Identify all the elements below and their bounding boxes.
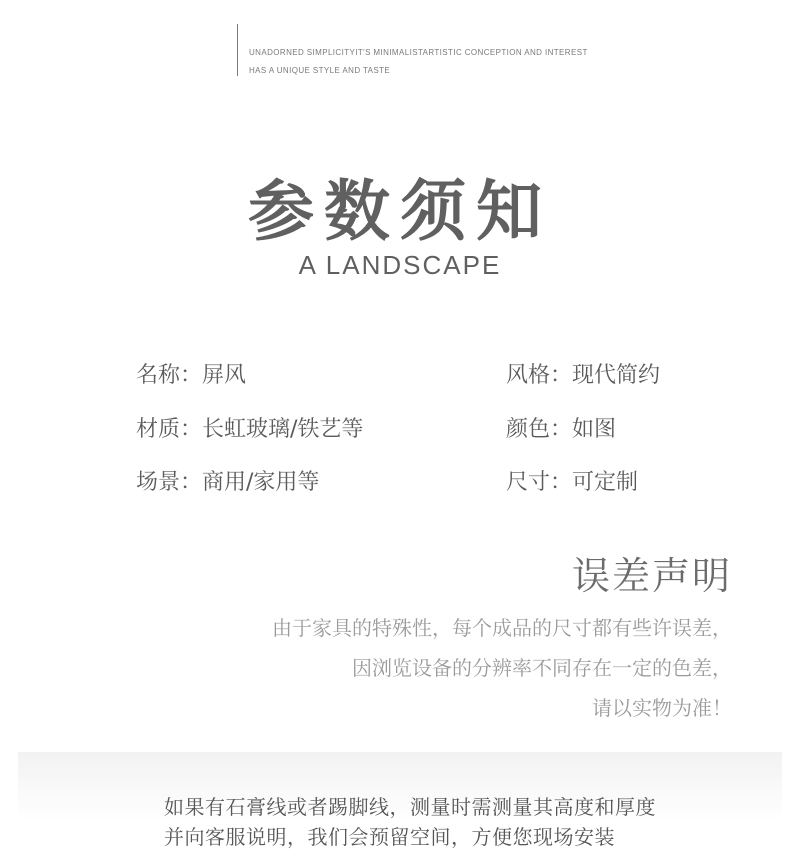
spec-color: 颜色：如图	[506, 417, 617, 442]
spec-material: 材质：长虹玻璃/铁艺等	[136, 417, 364, 442]
spec-name: 名称：屏风	[136, 363, 247, 388]
page-title: 参数须知	[248, 173, 552, 250]
disclaimer-line-1: 由于家具的特殊性，每个成品的尺寸都有些许误差，	[272, 616, 732, 640]
notice-line-2: 并向客服说明，我们会预留空间，方便您现场安装	[164, 825, 615, 849]
tagline-divider	[237, 24, 238, 76]
tagline-line-1: UNADORNED SIMPLICITYIT'S MINIMALISTARTISTIC CONCEPTION AND INTEREST	[249, 48, 588, 57]
notice-line-1: 如果有石膏线或者踢脚线，测量时需测量其高度和厚度	[164, 795, 656, 819]
tagline-line-2: HAS A UNIQUE STYLE AND TASTE	[249, 66, 391, 75]
spec-scene: 场景：商用/家用等	[136, 470, 320, 495]
disclaimer-line-3: 请以实物为准！	[592, 696, 732, 720]
disclaimer-line-2: 因浏览设备的分辨率不同存在一定的色差，	[352, 656, 732, 680]
page-subtitle: A LANDSCAPE	[298, 250, 502, 280]
disclaimer-heading: 误差声明	[571, 554, 732, 598]
spec-size: 尺寸：可定制	[506, 470, 639, 495]
spec-style: 风格：现代简约	[506, 363, 661, 388]
